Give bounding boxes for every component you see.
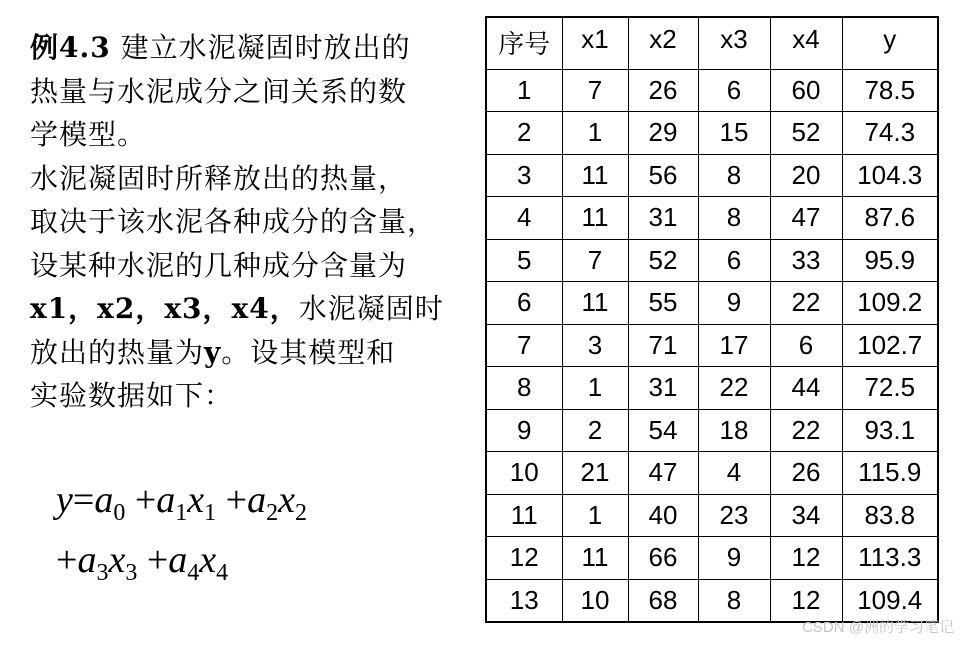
formula-sub-3b: 3 bbox=[125, 560, 138, 586]
table-cell: 11 bbox=[562, 282, 628, 325]
table-cell: 109.4 bbox=[842, 579, 938, 622]
formula-plus: + bbox=[225, 479, 248, 521]
header-x3: x3 bbox=[698, 17, 770, 69]
table-cell: 13 bbox=[486, 579, 562, 622]
problem-text bbox=[30, 26, 475, 418]
formula-x2: x bbox=[278, 479, 295, 521]
text-line-1-body: 建立水泥凝固时放出的 bbox=[120, 31, 411, 64]
table-cell: 78.5 bbox=[842, 69, 938, 112]
formula-line-2 bbox=[56, 530, 307, 590]
table-cell: 22 bbox=[770, 282, 842, 325]
watermark: CSDN @洲的学习笔记 bbox=[802, 619, 954, 636]
table-cell: 9 bbox=[698, 282, 770, 325]
table-cell: 34 bbox=[770, 494, 842, 537]
table-cell: 8 bbox=[486, 367, 562, 410]
table-cell: 72.5 bbox=[842, 367, 938, 410]
table-row bbox=[486, 537, 938, 580]
text-line-7 bbox=[30, 287, 475, 331]
table-cell: 44 bbox=[770, 367, 842, 410]
table-cell: 74.3 bbox=[842, 112, 938, 155]
table-cell: 104.3 bbox=[842, 154, 938, 197]
table-cell: 115.9 bbox=[842, 452, 938, 495]
table-cell: 9 bbox=[698, 537, 770, 580]
table-cell: 29 bbox=[628, 112, 698, 155]
table-cell: 8 bbox=[698, 154, 770, 197]
table-row bbox=[486, 452, 938, 495]
table-cell: 6 bbox=[698, 239, 770, 282]
formula-sub-4: 4 bbox=[187, 560, 200, 586]
table-cell: 23 bbox=[698, 494, 770, 537]
formula-sub-4b: 4 bbox=[216, 560, 229, 586]
table-cell: 12 bbox=[486, 537, 562, 580]
example-label: 例4.3 bbox=[30, 31, 111, 64]
table-cell: 21 bbox=[562, 452, 628, 495]
table-cell: 47 bbox=[628, 452, 698, 495]
text-line-8-pre: 放出的热量为 bbox=[30, 335, 205, 369]
table-cell: 4 bbox=[698, 452, 770, 495]
table-cell: 15 bbox=[698, 112, 770, 155]
table-cell: 26 bbox=[770, 452, 842, 495]
formula-sub-1b: 1 bbox=[204, 500, 217, 526]
table-cell: 17 bbox=[698, 324, 770, 367]
table-cell: 6 bbox=[770, 324, 842, 367]
y-variable: y bbox=[204, 335, 222, 369]
text-line-4: 水泥凝固时所释放出的热量， bbox=[30, 161, 408, 195]
formula-a2: a bbox=[247, 479, 267, 521]
table-cell: 68 bbox=[628, 579, 698, 622]
table-cell: 60 bbox=[770, 69, 842, 112]
table-cell: 11 bbox=[562, 154, 628, 197]
table-cell: 11 bbox=[486, 494, 562, 537]
model-formula bbox=[56, 470, 307, 590]
table-cell: 3 bbox=[486, 154, 562, 197]
data-table bbox=[485, 16, 939, 623]
table-cell: 7 bbox=[562, 239, 628, 282]
formula-equals: = bbox=[72, 479, 95, 521]
header-x4: x4 bbox=[770, 17, 842, 69]
table-row bbox=[486, 409, 938, 452]
table-cell: 40 bbox=[628, 494, 698, 537]
text-line-8-post: 。设其模型和 bbox=[221, 335, 396, 369]
table-row bbox=[486, 367, 938, 410]
table-cell: 8 bbox=[698, 579, 770, 622]
header-index: 序号 bbox=[486, 17, 562, 69]
table-cell: 11 bbox=[562, 537, 628, 580]
variable-list: x1，x2，x3，x4， bbox=[30, 292, 299, 325]
table-cell: 7 bbox=[562, 69, 628, 112]
table-cell: 4 bbox=[486, 197, 562, 240]
formula-sub-2: 2 bbox=[266, 500, 279, 526]
table-cell: 2 bbox=[486, 112, 562, 155]
table-cell: 12 bbox=[770, 579, 842, 622]
text-line-2: 热量与水泥成分之间关系的数 bbox=[30, 74, 408, 108]
table-cell: 93.1 bbox=[842, 409, 938, 452]
formula-sub-2b: 2 bbox=[294, 500, 307, 526]
table-cell: 83.8 bbox=[842, 494, 938, 537]
formula-x1: x bbox=[187, 479, 205, 521]
table-row bbox=[486, 494, 938, 537]
table-cell: 1 bbox=[562, 367, 628, 410]
table-cell: 31 bbox=[628, 367, 698, 410]
table-cell: 6 bbox=[698, 69, 770, 112]
table-cell: 71 bbox=[628, 324, 698, 367]
formula-plus: + bbox=[146, 539, 169, 581]
table-cell: 2 bbox=[562, 409, 628, 452]
table-cell: 109.2 bbox=[842, 282, 938, 325]
table-cell: 26 bbox=[628, 69, 698, 112]
table-cell: 3 bbox=[562, 324, 628, 367]
formula-line-1 bbox=[56, 470, 307, 530]
table-cell: 11 bbox=[562, 197, 628, 240]
table-cell: 1 bbox=[562, 494, 628, 537]
formula-sub-1: 1 bbox=[175, 500, 188, 526]
table-cell: 113.3 bbox=[842, 537, 938, 580]
formula-a0: a bbox=[94, 479, 114, 521]
table-cell: 5 bbox=[486, 239, 562, 282]
table-body bbox=[486, 69, 938, 622]
table-cell: 31 bbox=[628, 197, 698, 240]
formula-y: y bbox=[56, 479, 73, 521]
table-cell: 52 bbox=[770, 112, 842, 155]
table-row bbox=[486, 197, 938, 240]
table-cell: 56 bbox=[628, 154, 698, 197]
header-y: y bbox=[842, 17, 938, 69]
formula-plus: + bbox=[56, 539, 78, 581]
table-cell: 22 bbox=[698, 367, 770, 410]
formula-sub-0: 0 bbox=[113, 500, 126, 526]
formula-plus: + bbox=[134, 479, 157, 521]
table-cell: 12 bbox=[770, 537, 842, 580]
table-cell: 10 bbox=[486, 452, 562, 495]
formula-sub-3: 3 bbox=[96, 560, 109, 586]
text-line-8 bbox=[30, 331, 475, 375]
table-cell: 102.7 bbox=[842, 324, 938, 367]
table-header-row bbox=[486, 17, 938, 69]
table-cell: 7 bbox=[486, 324, 562, 367]
table-cell: 1 bbox=[486, 69, 562, 112]
table-cell: 9 bbox=[486, 409, 562, 452]
table-row bbox=[486, 112, 938, 155]
text-line-7-body: 水泥凝固时 bbox=[298, 292, 444, 325]
table-cell: 52 bbox=[628, 239, 698, 282]
table-row bbox=[486, 282, 938, 325]
formula-x3: x bbox=[108, 539, 126, 581]
table-cell: 1 bbox=[562, 112, 628, 155]
formula-a3: a bbox=[77, 539, 97, 581]
table-cell: 95.9 bbox=[842, 239, 938, 282]
table-cell: 47 bbox=[770, 197, 842, 240]
formula-a1: a bbox=[156, 479, 176, 521]
text-line-5: 取决于该水泥各种成分的含量， bbox=[30, 205, 437, 238]
table-cell: 8 bbox=[698, 197, 770, 240]
table-cell: 54 bbox=[628, 409, 698, 452]
table-row bbox=[486, 154, 938, 197]
text-line-6: 设某种水泥的几种成分含量为 bbox=[30, 248, 408, 282]
table-row bbox=[486, 69, 938, 112]
table-row bbox=[486, 239, 938, 282]
table-cell: 6 bbox=[486, 282, 562, 325]
formula-a4: a bbox=[168, 539, 188, 581]
table-cell: 55 bbox=[628, 282, 698, 325]
text-line-9: 实验数据如下： bbox=[30, 379, 234, 412]
header-x2: x2 bbox=[628, 17, 698, 69]
formula-x4: x bbox=[199, 539, 217, 581]
table-cell: 20 bbox=[770, 154, 842, 197]
table-row bbox=[486, 324, 938, 367]
header-x1: x1 bbox=[562, 17, 628, 69]
table-cell: 33 bbox=[770, 239, 842, 282]
table-cell: 66 bbox=[628, 537, 698, 580]
table-cell: 87.6 bbox=[842, 197, 938, 240]
table-cell: 10 bbox=[562, 579, 628, 622]
text-line-1 bbox=[30, 26, 475, 70]
text-line-3: 学模型。 bbox=[30, 118, 147, 151]
table-cell: 22 bbox=[770, 409, 842, 452]
table-cell: 18 bbox=[698, 409, 770, 452]
